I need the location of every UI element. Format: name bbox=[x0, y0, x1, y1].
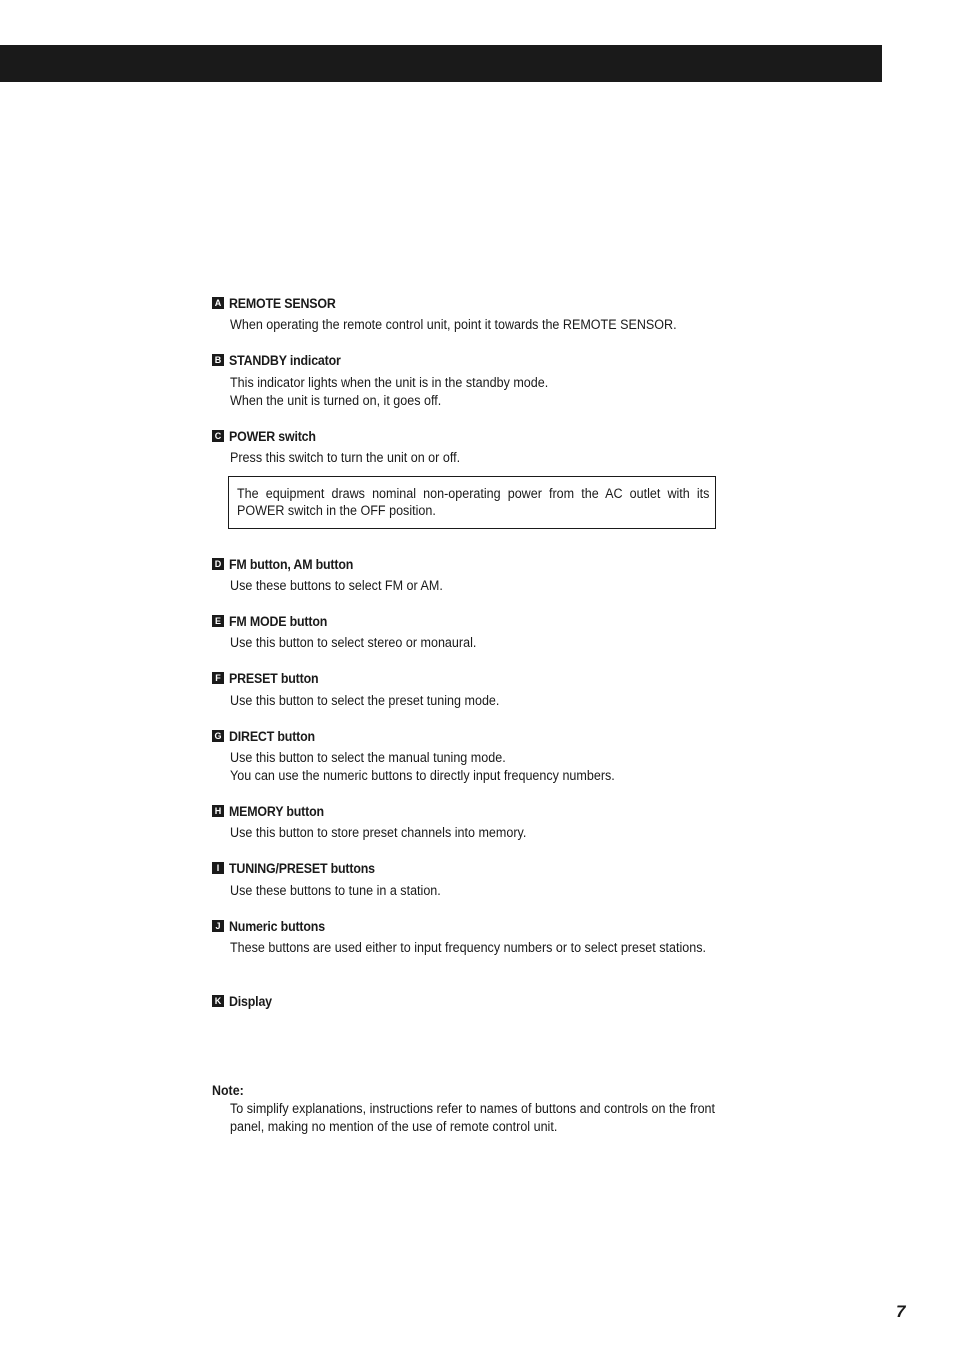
item-title: POWER switch bbox=[229, 428, 316, 444]
label-badge: H bbox=[212, 805, 224, 817]
label-badge: J bbox=[212, 920, 224, 932]
item-title: MEMORY button bbox=[229, 803, 324, 819]
label-badge: K bbox=[212, 995, 224, 1007]
label-badge: B bbox=[212, 354, 224, 366]
note-text: To simplify explanations, instructions refer to names of buttons and controls on the front panel, making no mention of the use of remote control unit. bbox=[230, 1101, 716, 1134]
label-badge: D bbox=[212, 558, 224, 570]
item-text: Use this button to store preset channels into memory. bbox=[230, 825, 527, 840]
item-title: PRESET button bbox=[229, 670, 319, 686]
label-badge: E bbox=[212, 615, 224, 627]
item-title: DIRECT button bbox=[229, 728, 315, 744]
item-tuning-preset-buttons bbox=[212, 859, 770, 900]
item-text: Use these buttons to select FM or AM. bbox=[230, 578, 443, 593]
note-section bbox=[212, 1083, 732, 1135]
item-remote-sensor bbox=[212, 294, 770, 334]
item-display bbox=[212, 992, 276, 1010]
item-text: When operating the remote control unit, point it towards the REMOTE SENSOR. bbox=[230, 317, 677, 332]
item-title: STANDBY indicator bbox=[229, 352, 341, 368]
label-badge: I bbox=[212, 862, 224, 874]
item-text: Use this button to select the preset tuning mode. bbox=[230, 693, 500, 708]
item-fm-mode-button bbox=[212, 612, 770, 652]
item-title: TUNING/PRESET buttons bbox=[229, 860, 375, 876]
item-text: Use these buttons to tune in a station. bbox=[230, 883, 441, 898]
item-preset-button bbox=[212, 669, 770, 710]
item-title: Numeric buttons bbox=[229, 918, 325, 934]
item-memory-button bbox=[212, 802, 770, 842]
item-title: FM button, AM button bbox=[229, 556, 354, 572]
power-notice-text: The equipment draws nominal non-operating power from the AC outlet with its POWER switch in the OFF position. bbox=[237, 486, 710, 518]
item-title: REMOTE SENSOR bbox=[229, 295, 336, 311]
item-title: Display bbox=[229, 993, 272, 1009]
label-badge: C bbox=[212, 430, 224, 442]
item-standby-indicator bbox=[212, 351, 770, 409]
item-direct-button bbox=[212, 727, 770, 784]
item-text: You can use the numeric buttons to directly input frequency numbers. bbox=[230, 767, 615, 783]
item-text: This indicator lights when the unit is in the standby mode. bbox=[230, 375, 549, 390]
item-title: FM MODE button bbox=[229, 613, 328, 629]
label-badge: G bbox=[212, 730, 224, 742]
label-badge: F bbox=[212, 672, 224, 684]
item-fm-am-button bbox=[212, 555, 770, 595]
header-bar bbox=[0, 45, 882, 82]
page-number: 7 bbox=[896, 1302, 906, 1321]
item-numeric-buttons bbox=[212, 917, 770, 957]
item-text: These buttons are used either to input frequency numbers or to select preset stations. bbox=[230, 940, 706, 955]
item-text: Use this button to select the manual tuning mode. bbox=[230, 750, 506, 765]
item-text: Press this switch to turn the unit on or off. bbox=[230, 450, 461, 465]
power-notice-box bbox=[228, 476, 716, 529]
item-text: Use this button to select stereo or monaural. bbox=[230, 635, 477, 650]
item-power-switch bbox=[212, 427, 770, 467]
note-heading: Note: bbox=[212, 1083, 244, 1098]
item-text: When the unit is turned on, it goes off. bbox=[230, 392, 442, 408]
label-badge: A bbox=[212, 297, 224, 309]
